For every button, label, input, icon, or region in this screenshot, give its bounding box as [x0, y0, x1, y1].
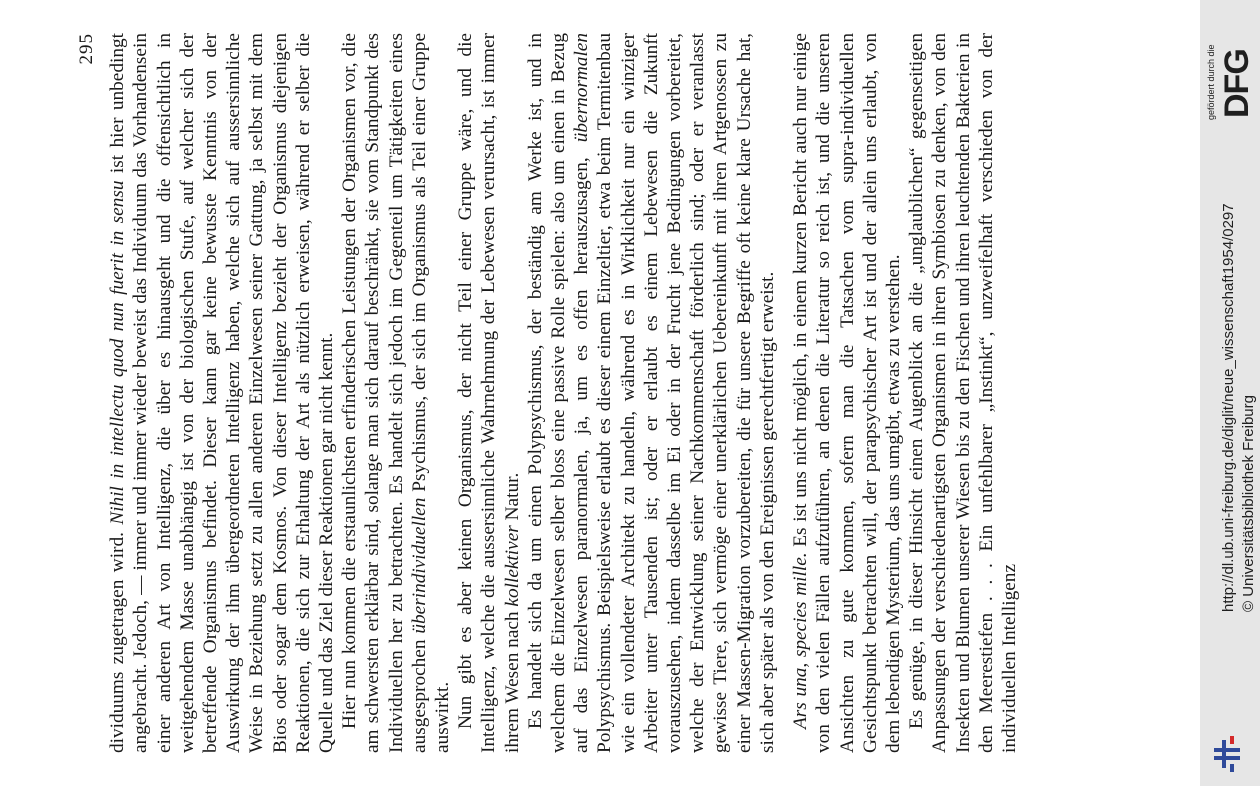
page-text-block [75, 33, 1075, 753]
page-number: 295 [76, 33, 97, 65]
body-paragraph [106, 33, 338, 753]
paragraph-container [106, 33, 1021, 753]
text-run: ist hier unbedingt angebracht. Jedoch, — immer und immer wieder beweist das Individuum das Vorhandensein einer anderen Art von Intelligenz, die über es hinausgeht und die offensichtlich in weitgehendem Masse unabhängig ist von der biologischen Stufe, auf welcher sich der betreffende Organismus befindet. Dieser kann gar keine bewusste Kenntnis von der Auswirkung der ihm übergeordneten Intelligenz haben, welche sich auf aussersinnliche Weise in Beziehung setzt zu allen anderen Einzelwesen seiner Gattung, ja selbst mit dem Bios oder sogar dem Kosmos. Von dieser Intelligenz bezieht der Organismus diejenigen Reaktionen, die sich zur Erhaltung der Art als nützlich erweisen, während er selber die Quelle und das Ziel dieser Reaktionen gar nicht kennt. [107, 32, 338, 753]
text-run: Es ist uns nicht möglich, in einem kurzen Bericht auch nur einige von den vielen Fällen aufzuführen, an denen die Literatur so reich ist, und die unseren Ansichten zu gute kommen, sofern man die Tatsachen vom supra-individuellen Gesichtspunkt betrachten will, der parapsychischer Art ist und der allein uns erlaubt, von dem lebendigen Mysterium, das uns umgibt, etwas zu verstehen. [790, 33, 904, 753]
digitization-sidebar [1200, 0, 1260, 786]
text-run: dividuums zugetragen wird. [107, 524, 129, 753]
text-run: Natur. [501, 472, 523, 526]
body-paragraph [524, 33, 779, 753]
paragraph-gap [779, 33, 789, 753]
text-run: Psychismus, der sich im Organismus als Teil einer Gruppe auswirkt. [408, 32, 454, 753]
body-paragraph [905, 33, 1021, 753]
body-paragraph [338, 33, 454, 753]
italic-text: überindividuellen [408, 497, 430, 634]
italic-text: Ars una, species mille. [790, 552, 812, 729]
body-paragraph [789, 33, 905, 753]
dfg-funding-label: gefördert durch die [1206, 44, 1216, 120]
italic-text: Nihil in intellectu quod nun fuerit in sensu [107, 180, 129, 525]
source-url-link[interactable]: http://dl.ub.uni-freiburg.de/diglit/neue_wissenschaft1954/0297 [1220, 203, 1237, 612]
text-run: Hier nun kommen die erstaunlichsten erfinderischen Leistungen der Organismen vor, die am schwersten erklärbar sind, solange man sich darauf beschränkt, sie vom Standpunkt des Individuellen her zu betrachten. Es handelt sich jedoch im Gegenteil um Tätigkeiten eines ausgesprochen [339, 33, 430, 753]
italic-text: kollektiver [501, 525, 523, 607]
dfg-logo: DFG [1218, 49, 1256, 118]
italic-text: übernormalen [571, 33, 593, 143]
ub-freiburg-logo-icon [1214, 734, 1244, 774]
text-run: Es handelt sich da um einen Polypsychismus, der beständig am Werke ist, und in welchem die Einzelwesen selber bloss eine passive Rolle spielen: also um einen in Bezug auf das Einzelwesen paranormalen, ja, um es offen herauszusagen, [524, 33, 593, 753]
text-run: Nun gibt es aber keinen Organismus, der nicht Teil einer Gruppe wäre, und die Intelligenz, welche die aussersinnliche Wahrnehmung der Lebewesen verursacht, ist immer ihrem Wesen nach [455, 33, 523, 753]
copyright-notice: © Universitätsbibliothek Freiburg [1240, 395, 1257, 612]
text-run: Es genüge, in dieser Hinsicht einen Augenblick an die „unglaublichen“ gegenseitigen Anpassungen der verschiedenartigsten Organismen in ihren Symbiosen zu denken, von den Insekten und Blumen unserer Wiesen bis zu den Fischen und ihren leuchtenden Bakterien in den Meerestiefen . . . Ein unfehlbarer „Instinkt“, unzweifelhaft verschieden von der individuellen Intelligenz [906, 33, 1020, 753]
body-paragraph [454, 33, 524, 753]
text-run: Polypsychismus. Beispielsweise erlaubt es dieser einem Einzeltier, etwa beim Termitenbau wie ein vollendeter Architekt zu handeln, während es in Wirklichkeit nur ein winziger Arbeiter unter Tausenden ist; oder er erlaubt es einem Lebewesen die Zukunft vorauszusehen, indem dasselbe im Ei oder in der Frucht jene Bedingungen vorbereitet, welche der Entwicklung seiner Nachkommenschaft förderlich sind; oder er veranlasst gewisse Tiere, sich vermöge einer unerklärlichen Uebereinkunft mit ihren Artgenossen zu einer Massen-Migration vorzubereiten, die für unsere Begriffe oft keine klare Ursache hat, sich aber später als von den Ereignissen gerechtfertigt erweist. [594, 33, 778, 753]
